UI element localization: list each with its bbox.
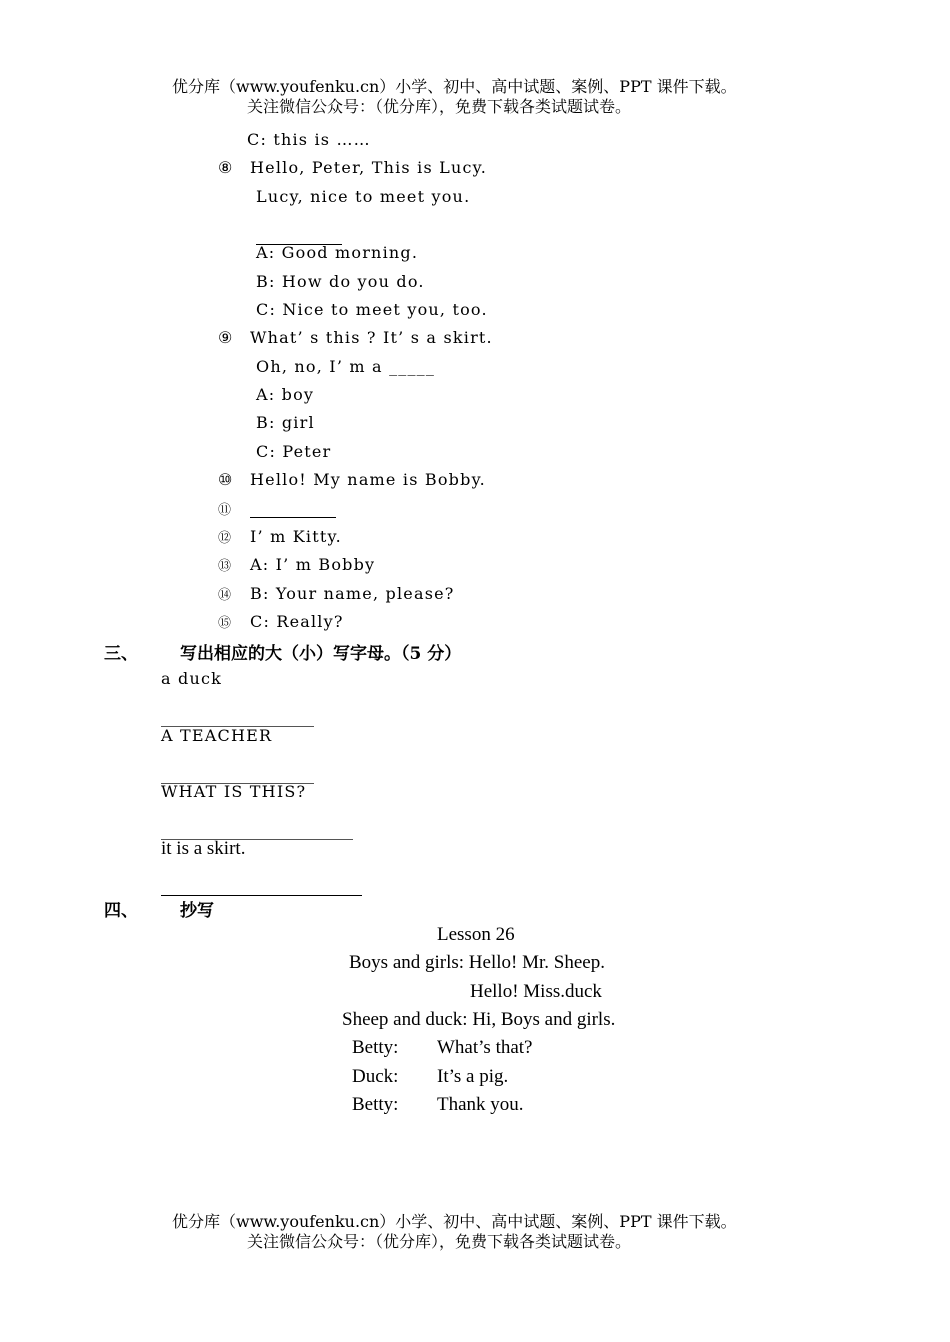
- q15-text: C: Really?: [250, 612, 344, 631]
- q8-line2: Lucy, nice to meet you.: [256, 187, 471, 206]
- q10-text: Hello! My name is Bobby.: [250, 470, 486, 489]
- q7-option-c: C: this is ……: [247, 130, 371, 149]
- q8-number: ⑧: [218, 158, 234, 177]
- q10: [218, 470, 486, 490]
- q9-prompt: [218, 328, 493, 348]
- q8-option-a: A: Good morning.: [256, 243, 419, 262]
- section3-item-1: a duck: [161, 669, 223, 688]
- footer-line-2: 关注微信公众号：（优分库），免费下载各类试题试卷。: [247, 1232, 632, 1251]
- q8-option-c: C: Nice to meet you, too.: [256, 300, 488, 319]
- q11-answer-blank: [250, 517, 336, 518]
- q13-number: ⑬: [218, 559, 233, 574]
- q9-number: ⑨: [218, 328, 234, 347]
- q9-option-c: C: Peter: [256, 442, 332, 461]
- q8-option-b: B: How do you do.: [256, 272, 425, 291]
- q13: [218, 555, 375, 577]
- q10-number: ⑩: [218, 470, 234, 489]
- q12-text: I’ m Kitty.: [250, 527, 342, 546]
- copy-line-2: Hello! Miss.duck: [470, 981, 602, 1002]
- q9-line1: What’ s this ? It’ s a skirt.: [250, 328, 493, 347]
- copy-line-1: Boys and girls: Hello! Mr. Sheep.: [349, 952, 605, 973]
- dialog-text-2: It’s a pig.: [437, 1066, 509, 1087]
- q15-number: ⑮: [218, 616, 233, 631]
- q15: [218, 612, 344, 634]
- section3-item-2: A TEACHER: [161, 726, 273, 745]
- q9-line2: Oh, no, I’ m a _____: [256, 357, 436, 376]
- q13-text: A: I’ m Bobby: [250, 555, 376, 574]
- dialog-text-3: Thank you.: [437, 1094, 524, 1115]
- footer-line-1: 优分库（www.youfenku.cn）小学、初中、高中试题、案例、PPT 课件下载。: [172, 1212, 737, 1231]
- section4-title: 抄写: [180, 901, 214, 921]
- q14: [218, 584, 455, 606]
- dialog-speaker-3: Betty:: [352, 1094, 399, 1115]
- section3-item-4: it is a skirt.: [161, 838, 246, 859]
- q12: [218, 527, 342, 549]
- q12-number: ⑫: [218, 531, 233, 546]
- copy-line-3: Sheep and duck: Hi, Boys and girls.: [342, 1009, 616, 1030]
- section3-item-3: WHAT IS THIS?: [161, 782, 307, 801]
- dialog-speaker-2: Duck:: [352, 1066, 399, 1087]
- q8-line1: Hello, Peter, This is Lucy.: [250, 158, 488, 177]
- q14-number: ⑭: [218, 588, 233, 603]
- section4-number: 四、: [104, 901, 138, 921]
- section3-number: 三、: [104, 644, 138, 664]
- section3-title: 写出相应的大（小）写字母。（5 分）: [180, 644, 462, 664]
- q8-prompt: [218, 158, 487, 178]
- q11-number: ⑪: [218, 503, 233, 518]
- dialog-text-1: What’s that?: [437, 1037, 533, 1058]
- lesson-title: Lesson 26: [437, 924, 515, 945]
- q9-option-b: B: girl: [256, 413, 315, 432]
- header-line-1: 优分库（www.youfenku.cn）小学、初中、高中试题、案例、PPT 课件下载。: [172, 77, 737, 96]
- dialog-speaker-1: Betty:: [352, 1037, 399, 1058]
- header-line-2: 关注微信公众号：（优分库），免费下载各类试题试卷。: [247, 97, 632, 116]
- q11: [218, 499, 336, 521]
- q14-text: B: Your name, please?: [250, 584, 455, 603]
- q9-option-a: A: boy: [256, 385, 315, 404]
